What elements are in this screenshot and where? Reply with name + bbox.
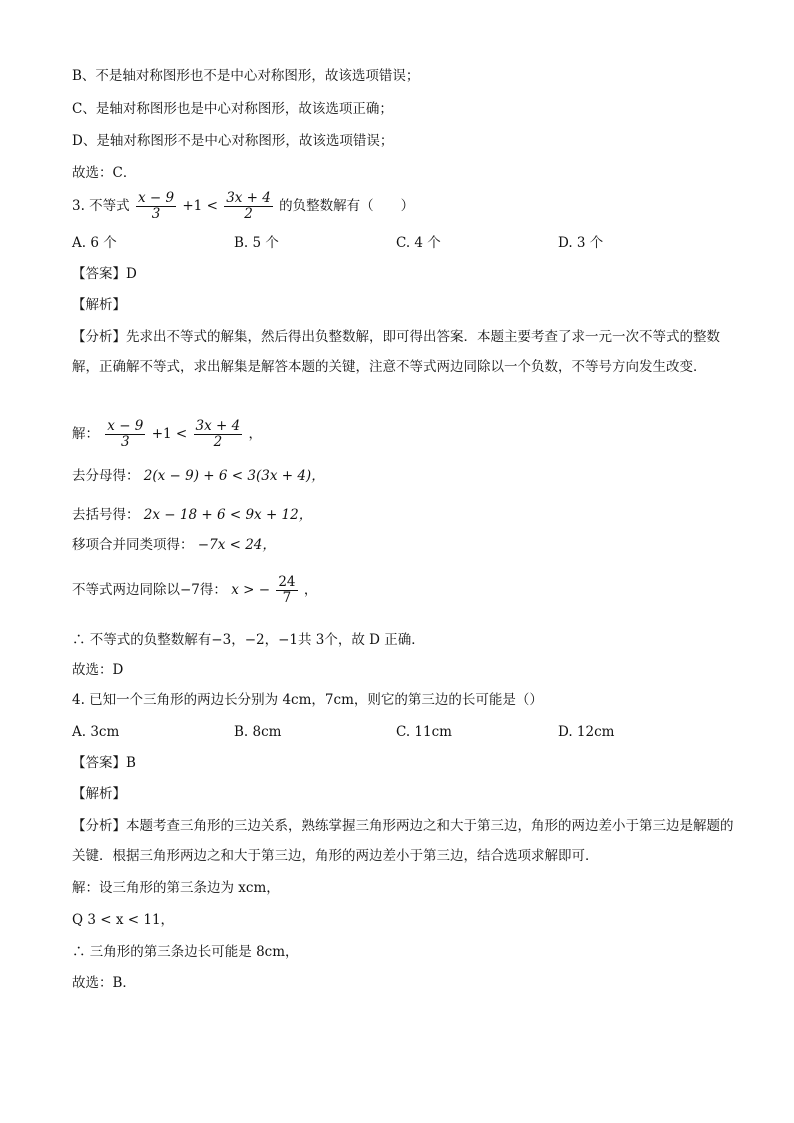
q3-solution-fraction-2 [194,419,243,450]
q3-solution-line [72,414,734,454]
q3-final-choice: 故选：D [72,662,124,678]
q3-solution-fraction-1-den: 3 [121,434,130,450]
q4-solution-2: Q 3 < x < 11， [72,912,175,928]
q4-solution-1: 解：设三角形的第三条边为 xcm， [72,880,280,896]
q3-fraction-2-den: 2 [244,206,253,222]
q3-prefix: 3. 不等式 [72,198,130,214]
q4-solution-3: ∴ 三角形的第三条边长可能是 8cm， [72,944,299,960]
q3-step-3-math: −7x < 24， [197,537,276,553]
q3-fraction-1-num: x − 9 [137,190,175,206]
q3-question [72,186,734,226]
q3-fraction-2 [224,191,273,222]
option-d-explanation: D、是轴对称图形不是中心对称图形，故该选项错误； [72,133,394,149]
q3-solution-fraction-1 [105,419,145,450]
q3-step-3 [72,535,734,555]
q3-step-4-fraction [276,575,297,606]
q3-solution-fraction-1-num: x − 9 [107,418,144,434]
q3-step-4-fraction-den: 7 [282,590,292,606]
q3-step-4 [72,570,734,610]
q3-step-1 [72,466,734,486]
q3-fraction-2-num: 3x + 4 [226,190,271,206]
q3-step-4-math: x > − [231,582,271,598]
q3-solution-mid: +1 < [151,426,188,442]
q3-solution-fraction-2-den: 2 [213,434,223,450]
q3-analysis-text: 【分析】先求出不等式的解集，然后得出负整数解，即可得出答案．本题主要考查了求一元一次不等式的整数解，正确解不等式，求出解集是解答本题的关键，注意不等式两边同除以一个负数，不等号方向发生改变． [72,329,720,375]
q3-conclusion: ∴ 不等式的负整数解有−3，−2，−1共 3个，故 D 正确． [72,632,425,648]
q2-final-choice: 故选：C． [72,165,137,181]
q4-analysis-heading: 【解析】 [72,786,126,802]
q3-step-4-suffix: ， [303,582,318,598]
q3-step-1-math: 2(x − 9) + 6 < 3(3x + 4)， [143,468,325,484]
q4-option-c: C. 11cm [396,724,452,740]
q3-step-2-label: 去括号得： [72,507,140,523]
option-c-explanation: C、是轴对称图形也是中心对称图形，故该选项正确； [72,101,393,117]
q3-solution-prefix: 解： [72,426,99,442]
q3-suffix: 的负整数解有（ ） [279,198,415,214]
q3-fraction-1 [136,191,176,222]
q3-solution-suffix: ， [248,426,262,442]
q3-step-1-label: 去分母得： [72,468,140,484]
q4-analysis-text: 【分析】本题考查三角形的三边关系，熟练掌握三角形两边之和大于第三边，角形的两边差小于第三边是解题的关键．根据三角形两边之和大于第三边，角形的两边差小于第三边，结合选项求解即可． [72,818,734,864]
q3-step-2 [72,505,734,525]
q3-answer: 【答案】D [72,266,137,282]
q3-solution-fraction-2-num: 3x + 4 [195,418,241,434]
q3-step-4-fraction-num: 24 [278,574,296,590]
q3-step-3-label: 移项合并同类项得： [72,537,194,553]
q4-final-choice: 故选：B． [72,975,136,991]
q4-answer: 【答案】B [72,755,136,771]
q4-question: 4. 已知一个三角形的两边长分别为 4cm，7cm，则它的第三边的长可能是（） [72,692,543,708]
q4-option-b: B. 8cm [234,724,282,740]
q4-option-a: A. 3cm [72,724,120,740]
option-b-explanation: B、不是轴对称图形也不是中心对称图形，故该选项错误； [72,68,420,84]
q3-step-2-math: 2x − 18 + 6 < 9x + 12， [143,507,313,523]
q3-step-4-label: 不等式两边同除以−7得： [72,582,227,598]
q3-option-a: A. 6 个 [72,235,117,251]
q3-option-d: D. 3 个 [558,235,604,251]
q3-option-c: C. 4 个 [396,235,441,251]
q3-analysis-heading: 【解析】 [72,297,126,313]
q3-mid: +1 < [182,198,218,214]
q3-option-b: B. 5 个 [234,235,279,251]
q3-fraction-1-den: 3 [151,206,161,222]
q4-option-d: D. 12cm [558,724,615,740]
